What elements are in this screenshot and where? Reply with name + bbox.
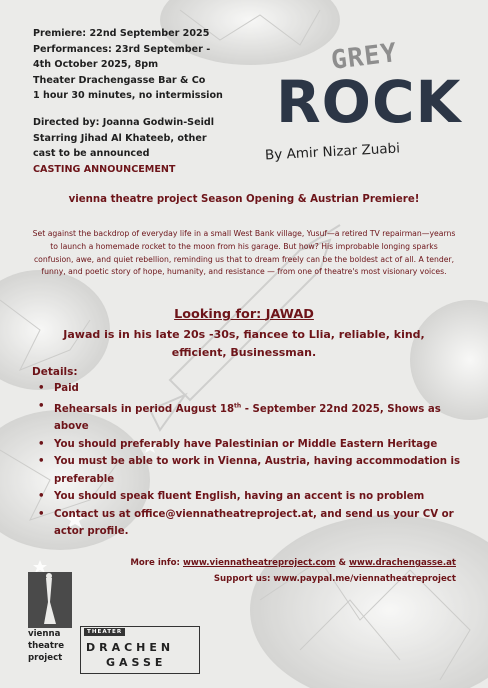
duration: 1 hour 30 minutes, no intermission bbox=[33, 90, 223, 102]
link-vtp-website[interactable]: www.viennatheatreproject.com bbox=[182, 558, 336, 568]
detail-rehearsals bbox=[54, 404, 441, 433]
drachengasse-logo-gasse: GASSE bbox=[106, 656, 167, 669]
list-item bbox=[36, 436, 466, 454]
ampersand: & bbox=[335, 558, 349, 568]
bullet: • bbox=[38, 491, 45, 503]
author-byline: By Amir Nizar Zuabi bbox=[264, 140, 401, 164]
ordinal-suffix: th bbox=[234, 402, 242, 410]
support-label: Support us: bbox=[213, 573, 274, 584]
link-paypal[interactable]: www.paypal.me/viennatheatreproject bbox=[273, 573, 456, 584]
list-item bbox=[36, 488, 466, 506]
event-info bbox=[33, 26, 223, 177]
detail-english: You should speak fluent English, having an accent is no problem bbox=[54, 491, 425, 503]
director: Directed by: Joanna Godwin-Seidl bbox=[33, 116, 215, 128]
role-description: Jawad is in his late 20s -30s, fiancee to Llia, reliable, kind, efficient, Businessman. bbox=[63, 328, 425, 359]
looking-for-heading bbox=[0, 307, 488, 322]
more-info-label: More info: bbox=[130, 558, 183, 568]
list-item bbox=[36, 398, 466, 436]
bullet: • bbox=[38, 508, 45, 520]
premiere-date: Premiere: 22nd September 2025 bbox=[33, 28, 210, 39]
list-item bbox=[36, 380, 466, 398]
bullet: • bbox=[38, 438, 45, 450]
detail-paid: Paid bbox=[54, 383, 79, 394]
vtp-logo-line: theatre bbox=[28, 641, 65, 651]
detail-vienna: You must be able to work in Vienna, Austria, having accommodation is preferable bbox=[54, 456, 461, 485]
vtp-logo-line: project bbox=[28, 653, 63, 663]
list-item bbox=[36, 506, 466, 541]
bullet: • bbox=[38, 400, 45, 412]
bullet: • bbox=[38, 456, 45, 468]
performances-line-1: Performances: 23rd September - bbox=[33, 43, 211, 55]
role-name: JAWAD bbox=[265, 307, 314, 322]
list-item bbox=[36, 453, 466, 488]
synopsis: Set against the backdrop of everyday life in a small West Bank village, Yusuf—a retired TV repairman—yearns to launch a homemade rocket to the moon from his garage. But how? His improbable longing sparks confusion, awe, and quiet rebellion, reminding us that to dream freely can be the boldest act of all. A tender, funny, and poetic story of hope, humanity, and resistance — from one of theatre's most visionary voices. bbox=[32, 229, 456, 277]
vtp-logo-text bbox=[28, 628, 64, 664]
starring-line-2: cast to be announced bbox=[33, 148, 150, 160]
title-rock: ROCK bbox=[276, 68, 462, 136]
title-grey: GREY bbox=[329, 38, 400, 76]
starring-line-1: Starring Jihad Al Khateeb, other bbox=[33, 132, 207, 144]
drachengasse-logo-drachen: DRACHEN bbox=[86, 641, 175, 654]
details-heading: Details: bbox=[32, 366, 78, 378]
casting-announcement: CASTING ANNOUNCEMENT bbox=[33, 163, 176, 175]
more-info-line bbox=[100, 556, 456, 572]
venue: Theater Drachengasse Bar & Co bbox=[33, 74, 206, 86]
season-heading: vienna theatre project Season Opening & Austrian Premiere! bbox=[68, 194, 420, 205]
vtp-logo-line: vienna bbox=[28, 629, 61, 639]
support-line bbox=[100, 572, 456, 588]
details-list bbox=[36, 380, 466, 541]
performances-line-2: 4th October 2025, 8pm bbox=[33, 59, 159, 71]
rehearsals-start: Rehearsals in period August 18 bbox=[54, 403, 235, 415]
rehearsals-end: - September 22nd 2025, Shows as above bbox=[54, 403, 441, 433]
detail-contact: Contact us at office@viennatheatreproject.at, and send us your CV or actor profile. bbox=[54, 508, 454, 538]
looking-for-label: Looking for: bbox=[174, 307, 266, 322]
more-info bbox=[100, 556, 456, 587]
bullet: • bbox=[38, 383, 45, 394]
link-drachengasse-website[interactable]: www.drachengasse.at bbox=[348, 558, 456, 568]
drachengasse-logo-theater: THEATER bbox=[84, 628, 125, 636]
detail-heritage: You should preferably have Palestinian or Middle Eastern Heritage bbox=[54, 438, 438, 450]
